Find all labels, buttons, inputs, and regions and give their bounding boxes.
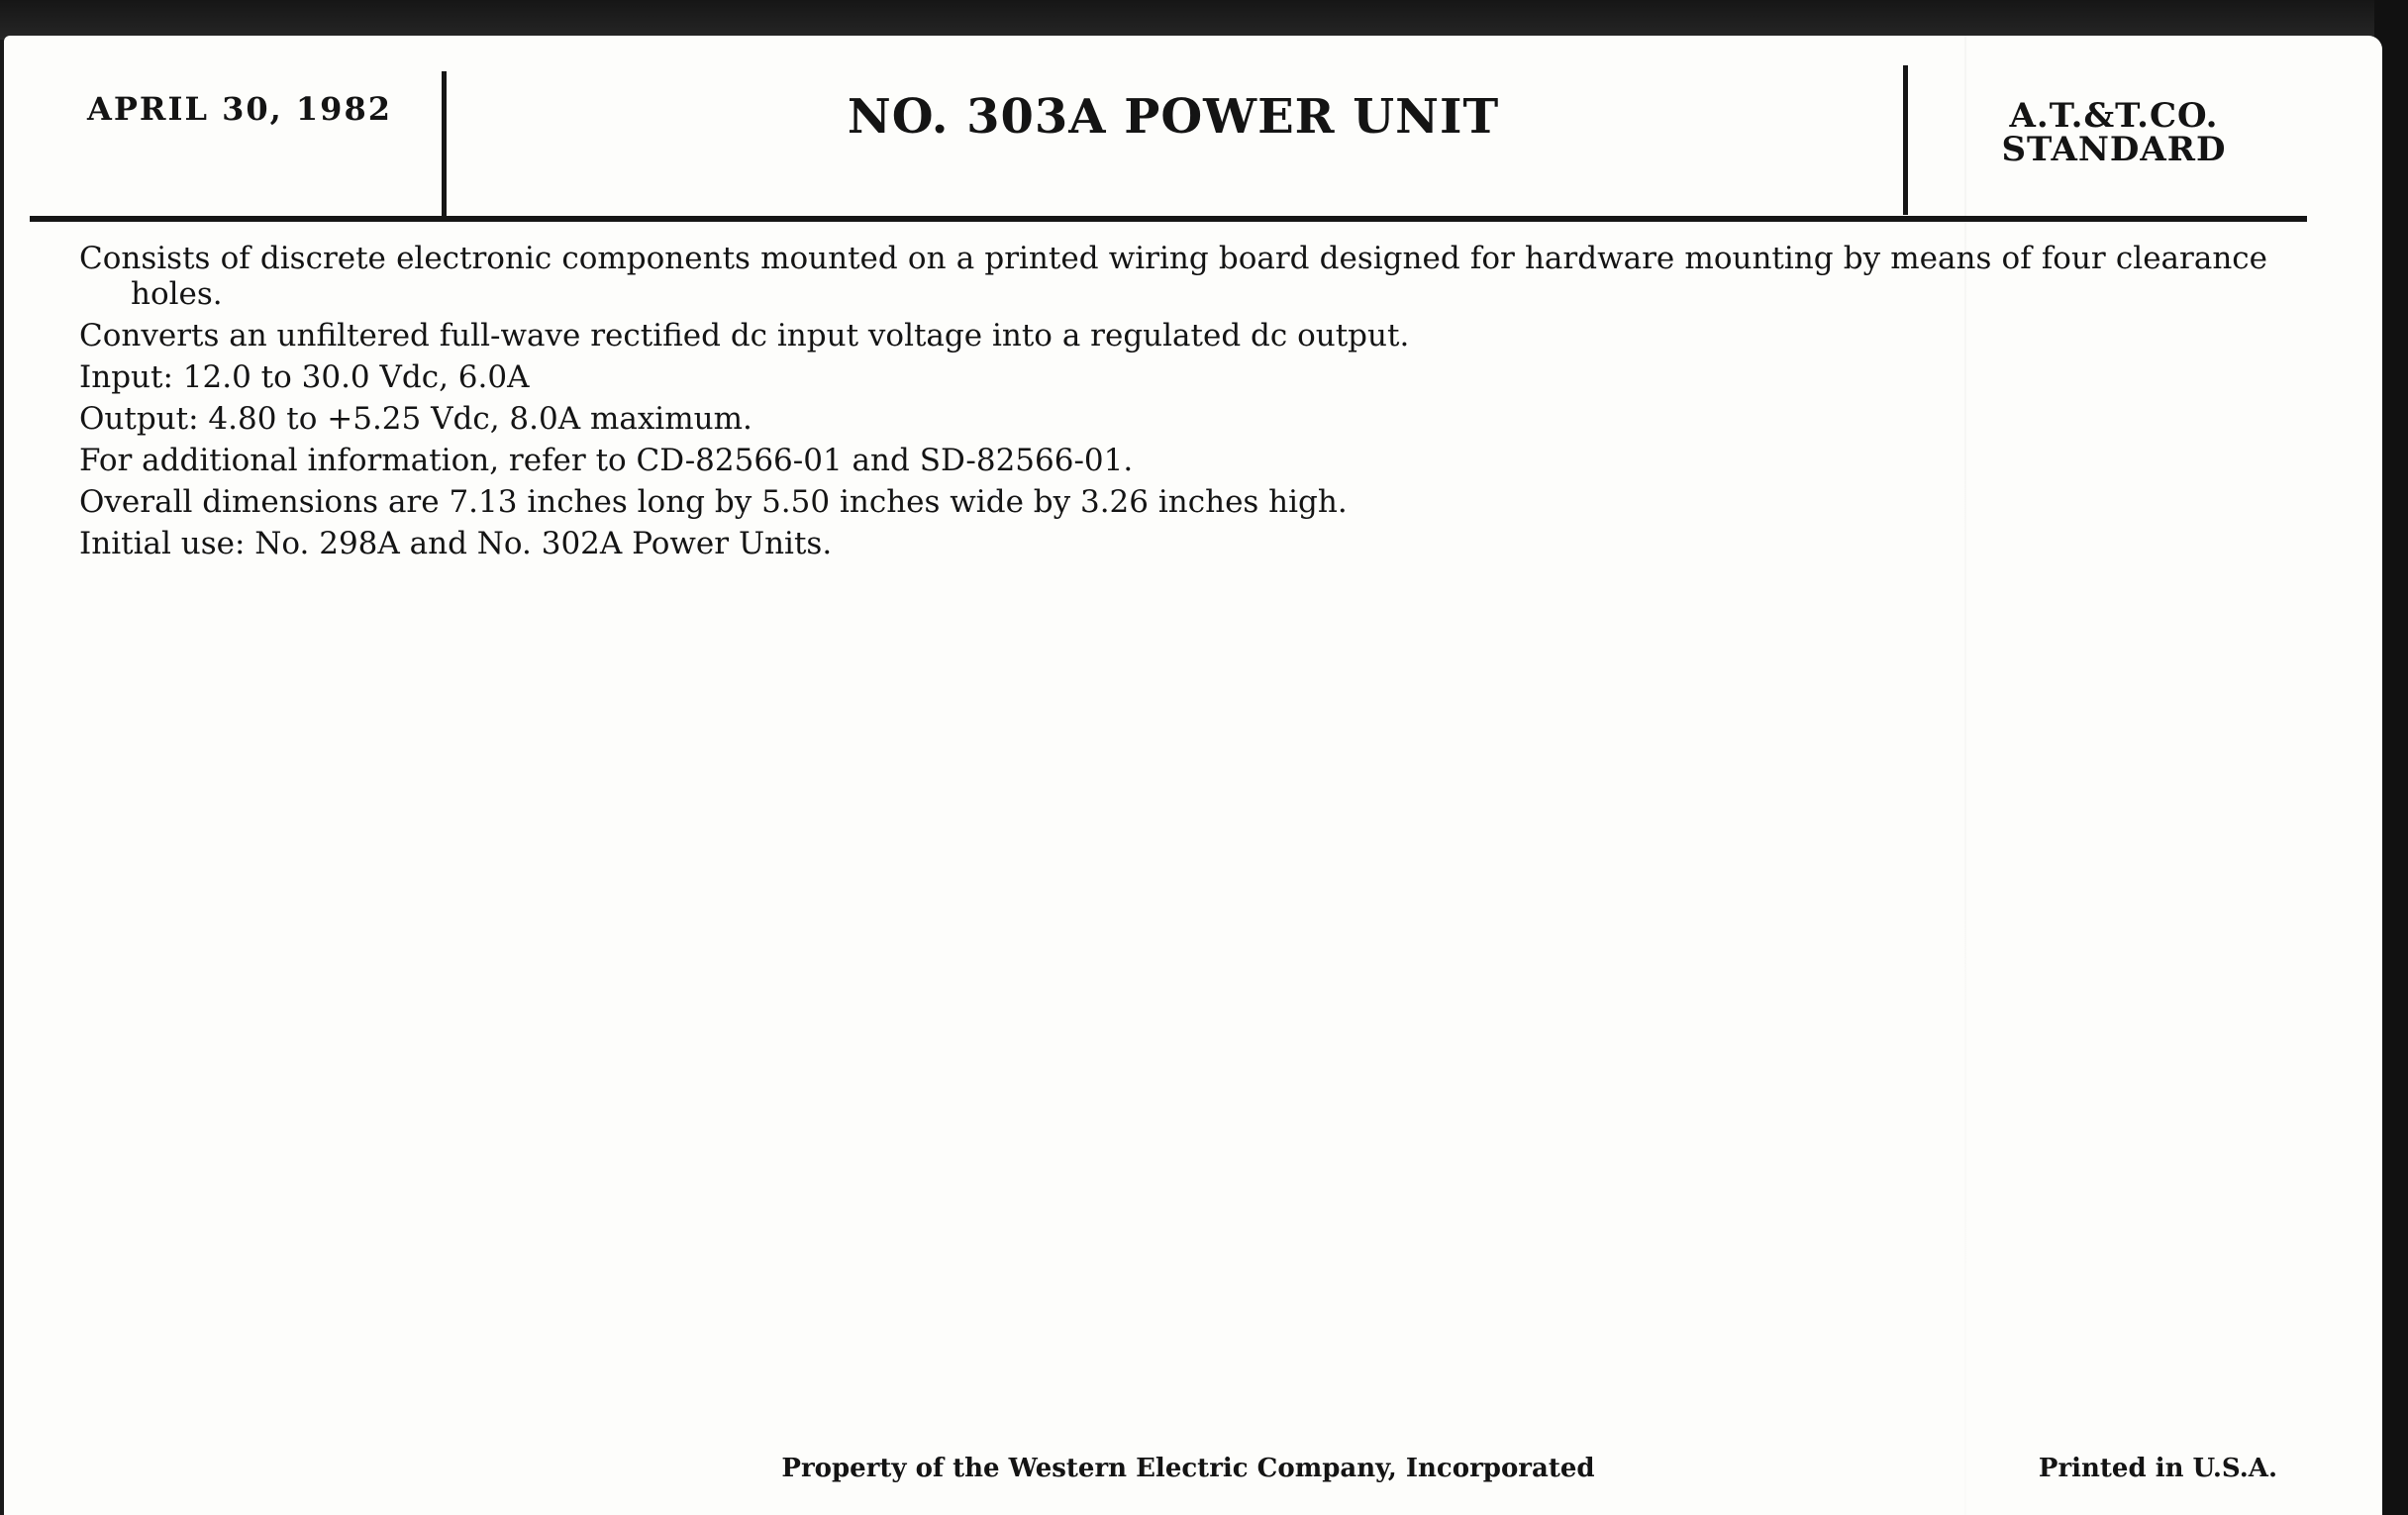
standard-line-standard: STANDARD [2001,130,2227,169]
paragraph-references: For additional information, refer to CD-82566-01 and SD-82566-01. [79,443,1134,478]
paragraph-dimensions: Overall dimensions are 7.13 inches long by 5.50 inches wide by 3.26 inches high. [79,484,1348,520]
printed-notice: Printed in U.S.A. [2038,1454,2277,1483]
document-title: NO. 303A POWER UNIT [847,89,1500,145]
paragraph-initial-use: Initial use: No. 298A and No. 302A Power Units. [79,526,833,561]
paragraph-construction: Consists of discrete electronic components mounted on a printed wiring board designed for hardware mounting by means of four clearance holes. [79,241,2267,312]
paragraph-output: Output: 4.80 to +5.25 Vdc, 8.0A maximum. [79,401,752,437]
header-divider-right [1903,65,1908,215]
description-body [79,241,2267,567]
property-notice: Property of the Western Electric Company, Incorporated [781,1454,1595,1483]
scan-background-top [0,0,2408,40]
standard-label [1909,96,2319,169]
standard-line-company: A.T.&T.CO. [2009,96,2219,136]
issue-date: APRIL 30, 1982 [87,90,392,128]
paragraph-function: Converts an unfiltered full-wave rectified dc input voltage into a regulated dc output. [79,318,1410,354]
header-divider-left [442,71,447,218]
header-rule [30,216,2307,222]
paragraph-input: Input: 12.0 to 30.0 Vdc, 6.0A [79,359,530,395]
